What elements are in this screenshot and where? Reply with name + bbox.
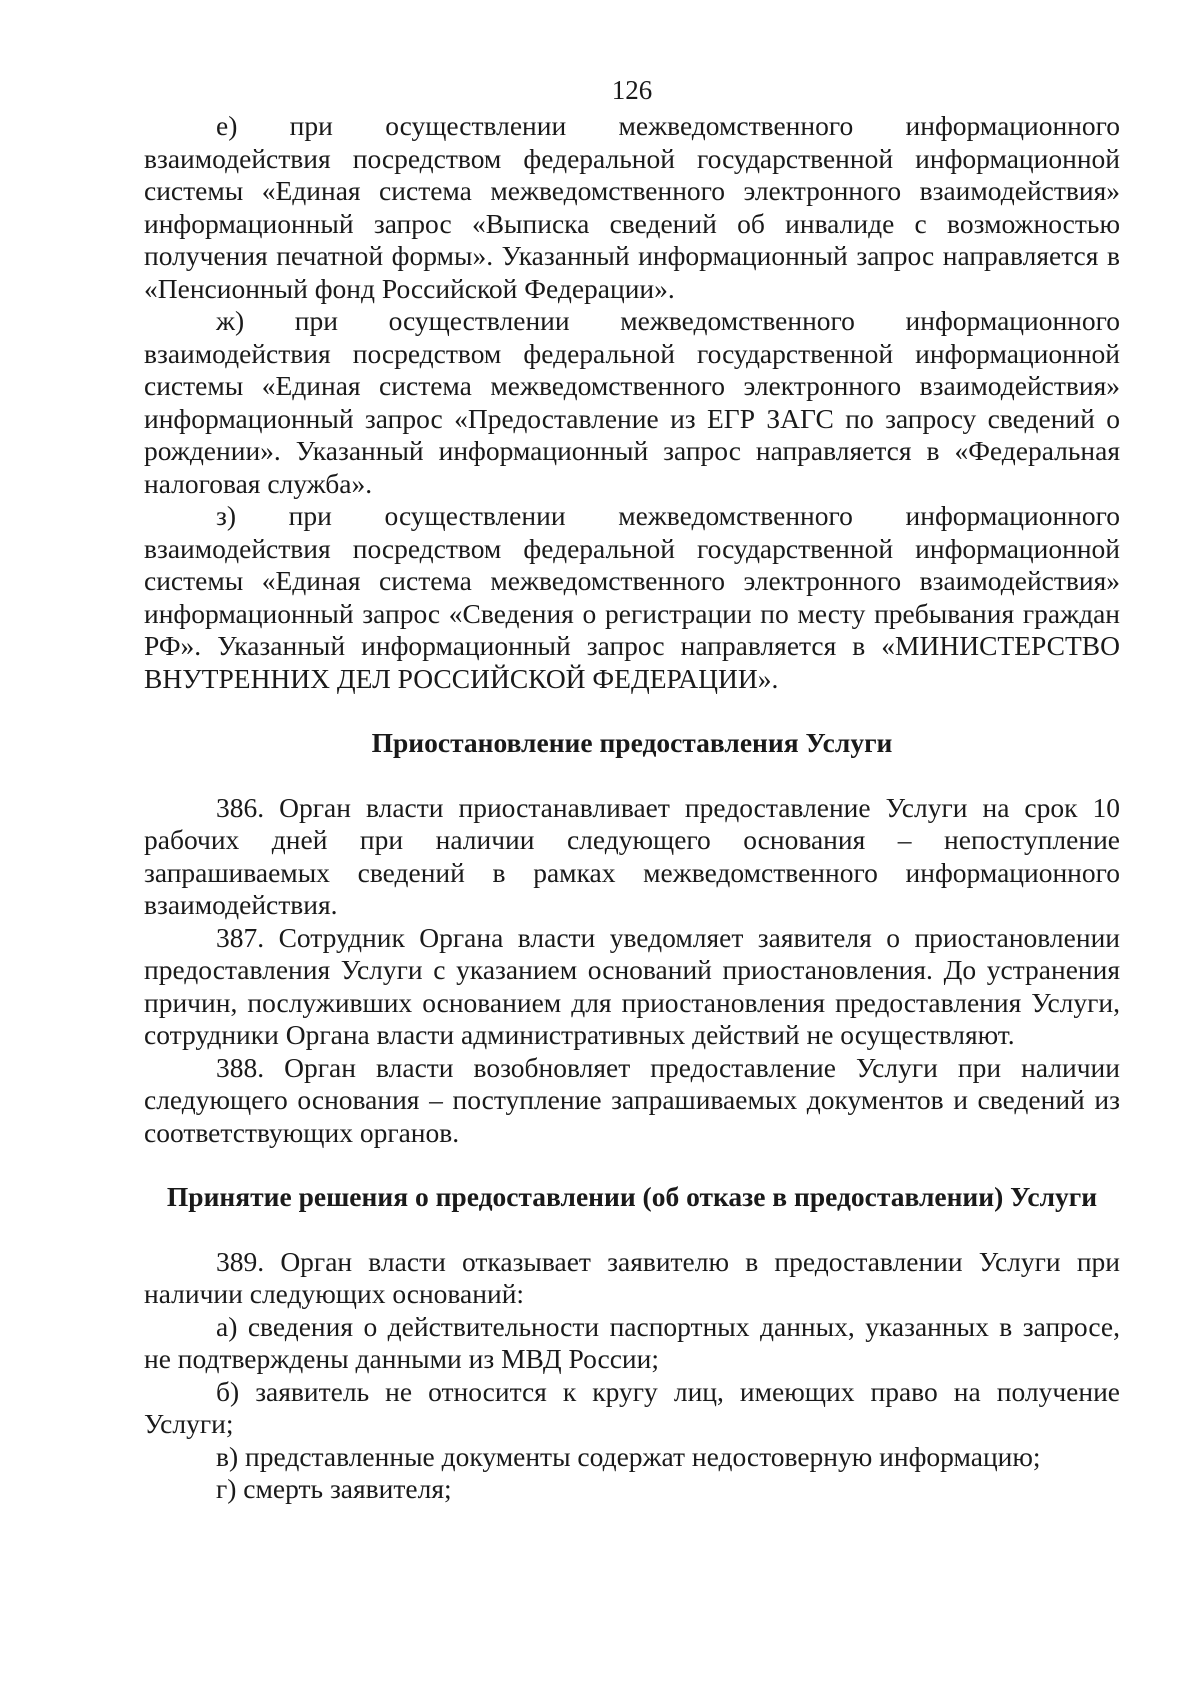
paragraph-388: 388. Орган власти возобновляет предоставление Услуги при наличии следующего основания – поступление запрашиваемых документов и сведений из соответствующих органов. xyxy=(144,1051,1120,1148)
paragraph-zh: ж) при осуществлении межведомственного информационного взаимодействия посредством федеральной государственной информационной системы «Единая система межведомственного электронного взаимодействия» информационный запрос «Предоставление из ЕГР ЗАГС по запросу сведений о рождении». Указанный информационный запрос направляется в «Федеральная налоговая служба». xyxy=(144,305,1120,499)
list-item-g: г) смерть заявителя; xyxy=(216,1473,452,1504)
paragraph-389: 389. Орган власти отказывает заявителю в предоставлении Услуги при наличии следующих оснований: xyxy=(144,1245,1120,1309)
document-page xyxy=(144,70,1120,1506)
paragraph-e: е) при осуществлении межведомственного информационного взаимодействия посредством федеральной государственной информационной системы «Единая система межведомственного электронного взаимодействия» информационный запрос «Выписка сведений об инвалиде с возможностью получения печатной формы». Указанный информационный запрос направляется в «Пенсионный фонд Российской Федерации». xyxy=(144,110,1120,304)
list-item-b: б) заявитель не относится к кругу лиц, имеющих право на получение Услуги; xyxy=(144,1375,1120,1439)
spacer xyxy=(144,1214,1120,1246)
spacer xyxy=(144,760,1120,792)
paragraph-386: 386. Орган власти приостанавливает предоставление Услуги на срок 10 рабочих дней при наличии следующего основания – непоступление запрашиваемых сведений в рамках межведомственного информационного взаимодействия. xyxy=(144,791,1120,920)
section-heading-suspension: Приостановление предоставления Услуги xyxy=(371,727,893,758)
list-item-a: а) сведения о действительности паспортных данных, указанных в запросе, не подтверждены данными из МВД России; xyxy=(144,1310,1120,1374)
page-number: 126 xyxy=(611,75,653,105)
spacer xyxy=(144,1149,1120,1181)
paragraph-387: 387. Сотрудник Органа власти уведомляет заявителя о приостановлении предоставления Услуги с указанием оснований приостановления. До устранения причин, послуживших основанием для приостановления предоставления Услуги, сотрудники Органа власти административных действий не осуществляют. xyxy=(144,921,1120,1050)
spacer xyxy=(144,695,1120,727)
paragraph-z: з) при осуществлении межведомственного информационного взаимодействия посредством федеральной государственной информационной системы «Единая система межведомственного электронного взаимодействия» информационный запрос «Сведения о регистрации по месту пребывания граждан РФ». Указанный информационный запрос направляется в «МИНИСТЕРСТВО ВНУТРЕННИХ ДЕЛ РОССИЙСКОЙ ФЕДЕРАЦИИ». xyxy=(144,500,1120,694)
section-heading-decision: Принятие решения о предоставлении (об отказе в предоставлении) Услуги xyxy=(166,1181,1098,1212)
list-item-v: в) представленные документы содержат недостоверную информацию; xyxy=(216,1440,1041,1472)
